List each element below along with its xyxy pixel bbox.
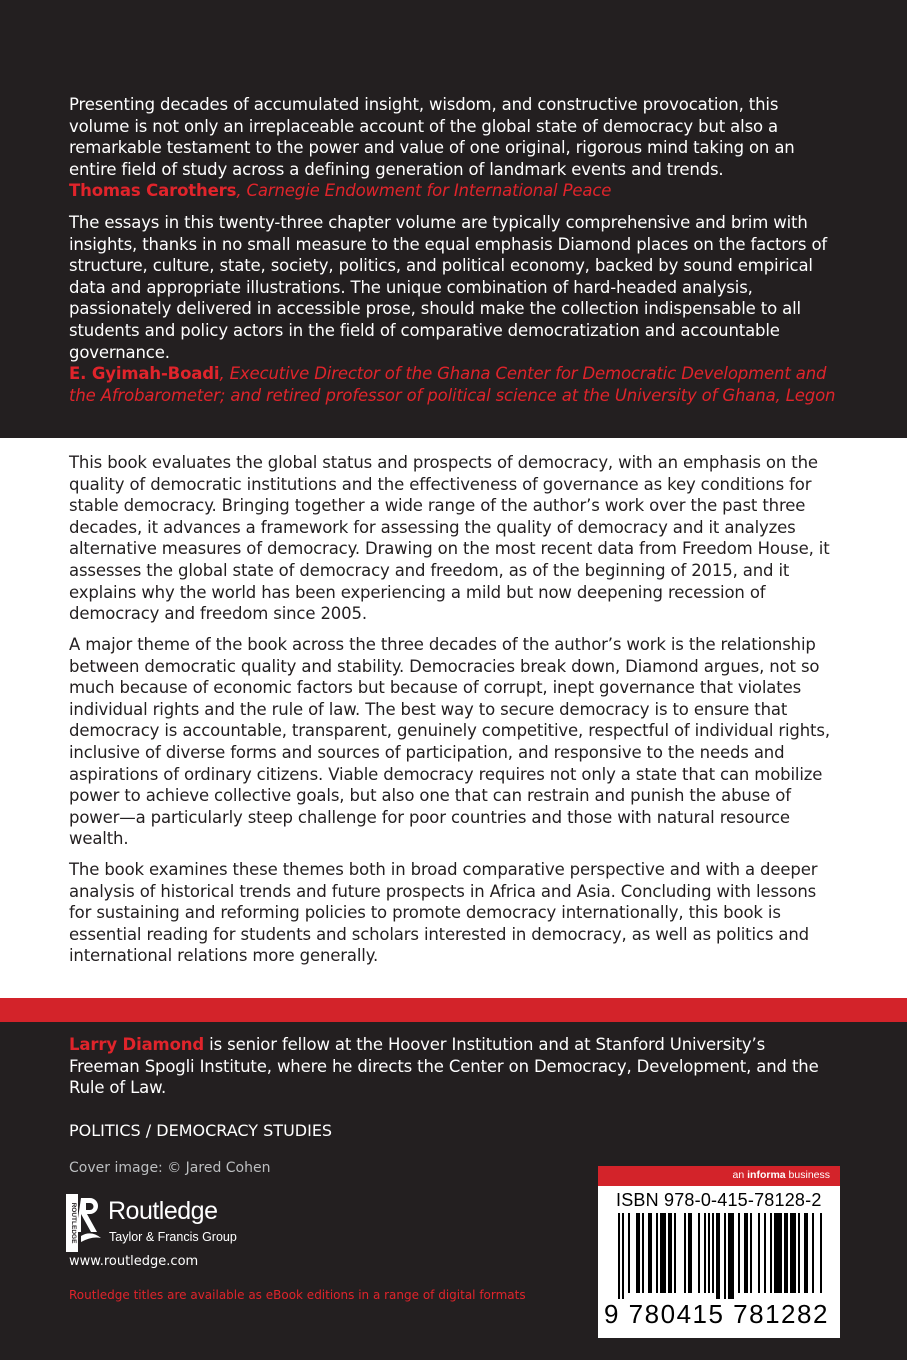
endorser-name: E. Gyimah-Boadi bbox=[69, 364, 220, 384]
barcode-bar bbox=[708, 1213, 710, 1293]
description-paragraph bbox=[69, 452, 839, 625]
barcode-bar bbox=[656, 1213, 658, 1293]
isbn-label: ISBN 978-0-415-78128-2 bbox=[616, 1190, 822, 1210]
barcode-bar bbox=[758, 1213, 760, 1293]
barcode-bar bbox=[774, 1213, 782, 1293]
barcode-bar bbox=[636, 1213, 640, 1293]
barcode-bar bbox=[660, 1213, 666, 1293]
subject-category: POLITICS / DEMOCRACY STUDIES bbox=[69, 1121, 333, 1140]
endorsement-quote: Presenting decades of accumulated insight, wisdom, and constructive provocation, this volume is not only an irreplaceable account of the global state of democracy but also a remarkable testament to the power and value of one original, rigorous mind taking on an entire field of study across a defining generation of landmark events and trends. bbox=[69, 95, 795, 179]
barcode-bar bbox=[770, 1213, 772, 1293]
routledge-logo bbox=[66, 1194, 256, 1252]
informa-strip bbox=[598, 1166, 840, 1186]
cover-credit: Cover image: © Jared Cohen bbox=[69, 1160, 271, 1176]
endorser-affiliation: , Executive Director of the Ghana Center for Democratic Development and the Afrobarometer; and retired professor of political science at the University of Ghana, Legon bbox=[69, 364, 836, 405]
barcode-bar bbox=[618, 1213, 620, 1299]
endorsement-attribution bbox=[69, 180, 839, 202]
barcode-bar bbox=[804, 1213, 808, 1293]
endorser-affiliation: , Carnegie Endowment for International Peace bbox=[236, 181, 612, 201]
barcode-bar bbox=[684, 1213, 686, 1293]
barcode-bar bbox=[704, 1213, 706, 1293]
description-text: A major theme of the book across the three decades of the author’s work is the relationship between democratic quality and stability. Democracies break down, Diamond argues, not so much because of economic factors but because of corrupt, inept governance that violates individual rights and the rule of law. The best way to secure democracy is to ensure that democracy is accountable, transparent, genuinely competitive, respectful of individual rights, inclusive of diverse forms and sources of participation, and responsive to the needs and aspirations of ordinary citizens. Viable democracy requires not only a state that can mobilize power to achieve collective goals, but also one that can restrain and punish the abuse of power—a particularly steep challenge for poor countries and those with natural resource wealth. bbox=[69, 635, 830, 849]
barcode bbox=[616, 1213, 822, 1299]
barcode-bar bbox=[784, 1213, 788, 1293]
barcode-panel bbox=[598, 1166, 840, 1338]
barcode-bar bbox=[622, 1213, 624, 1299]
barcode-bar bbox=[724, 1213, 726, 1299]
barcode-bar bbox=[820, 1213, 822, 1293]
barcode-bar bbox=[790, 1213, 796, 1293]
author-bio-text: is senior fellow at the Hoover Institution and at Stanford University’s Freeman Spogli Institute, where he directs the Center on Democracy, Development, and the Rule of Law. bbox=[69, 1035, 819, 1098]
barcode-bar bbox=[668, 1213, 672, 1293]
endorsement-attribution bbox=[69, 363, 839, 406]
routledge-r-icon bbox=[66, 1194, 102, 1252]
publisher-section bbox=[0, 1022, 907, 1360]
barcode-bar bbox=[728, 1213, 734, 1299]
endorsement-quote: The essays in this twenty-three chapter volume are typically comprehensive and brim with insights, thanks in no small measure to the equal emphasis Diamond places on the factors of structure, culture, state, society, politics, and political economy, backed by sound empirical data and appropriate illustrations. The unique combination of hard-headed analysis, passionately delivered in accessible prose, should make the collection indispensable to all students and policy actors in the field of comparative democratization and accountable governance. bbox=[69, 213, 828, 362]
author-bio bbox=[69, 1034, 839, 1099]
endorsement-gyimah-boadi bbox=[69, 212, 839, 406]
barcode-bar bbox=[764, 1213, 766, 1293]
barcode-bar bbox=[674, 1213, 676, 1293]
barcode-bar bbox=[642, 1213, 644, 1293]
author-name: Larry Diamond bbox=[69, 1035, 205, 1054]
description-paragraph bbox=[69, 859, 839, 967]
publisher-name: Routledge bbox=[108, 1197, 218, 1225]
barcode-bar bbox=[750, 1213, 752, 1293]
red-divider bbox=[0, 998, 907, 1022]
ebook-note: Routledge titles are available as eBook editions in a range of digital formats bbox=[69, 1288, 526, 1302]
barcode-bar bbox=[744, 1213, 748, 1293]
barcode-bar bbox=[798, 1213, 800, 1293]
barcode-bar bbox=[698, 1213, 700, 1293]
book-description bbox=[0, 438, 907, 998]
informa-word: informa bbox=[747, 1169, 786, 1181]
description-paragraph bbox=[69, 634, 839, 850]
barcode-bar bbox=[688, 1213, 692, 1293]
endorsements-section bbox=[0, 0, 907, 438]
barcode-digits: 9 780415 781282 bbox=[604, 1299, 829, 1329]
publisher-group: Taylor & Francis Group bbox=[109, 1230, 237, 1244]
barcode-bar bbox=[628, 1213, 630, 1293]
endorser-name: Thomas Carothers bbox=[69, 181, 237, 201]
barcode-bar bbox=[716, 1213, 720, 1299]
description-text: This book evaluates the global status and prospects of democracy, with an emphasis on the quality of democratic institutions and the effectiveness of governance as key conditions for stable democracy. Bringing together a wide range of the author’s work over the past three decades, it advances a framework for assessing the quality of democracy and it analyzes alternative measures of democracy. Drawing on the most recent data from Freedom House, it assesses the global state of democracy and freedom, as of the beginning of 2015, and it explains why the world has been experiencing a mild but now deepening recession of democracy and freedom since 2005. bbox=[69, 453, 830, 624]
description-text: The book examines these themes both in broad comparative perspective and with a deeper analysis of historical trends and future prospects in Africa and Asia. Concluding with lessons for sustaining and reforming policies to promote democracy internationally, this book is essential reading for students and scholars interested in democracy, as well as politics and international relations more generally. bbox=[69, 860, 818, 966]
logo-vertical-text: ROUTLEDGE bbox=[70, 1202, 77, 1244]
endorsement-carothers bbox=[69, 94, 839, 202]
barcode-bar bbox=[812, 1213, 814, 1293]
barcode-bar bbox=[712, 1213, 714, 1293]
barcode-bar bbox=[738, 1213, 740, 1293]
barcode-bar bbox=[648, 1213, 652, 1293]
publisher-website[interactable]: www.routledge.com bbox=[69, 1254, 199, 1269]
informa-tagline: an informa business bbox=[732, 1169, 830, 1181]
